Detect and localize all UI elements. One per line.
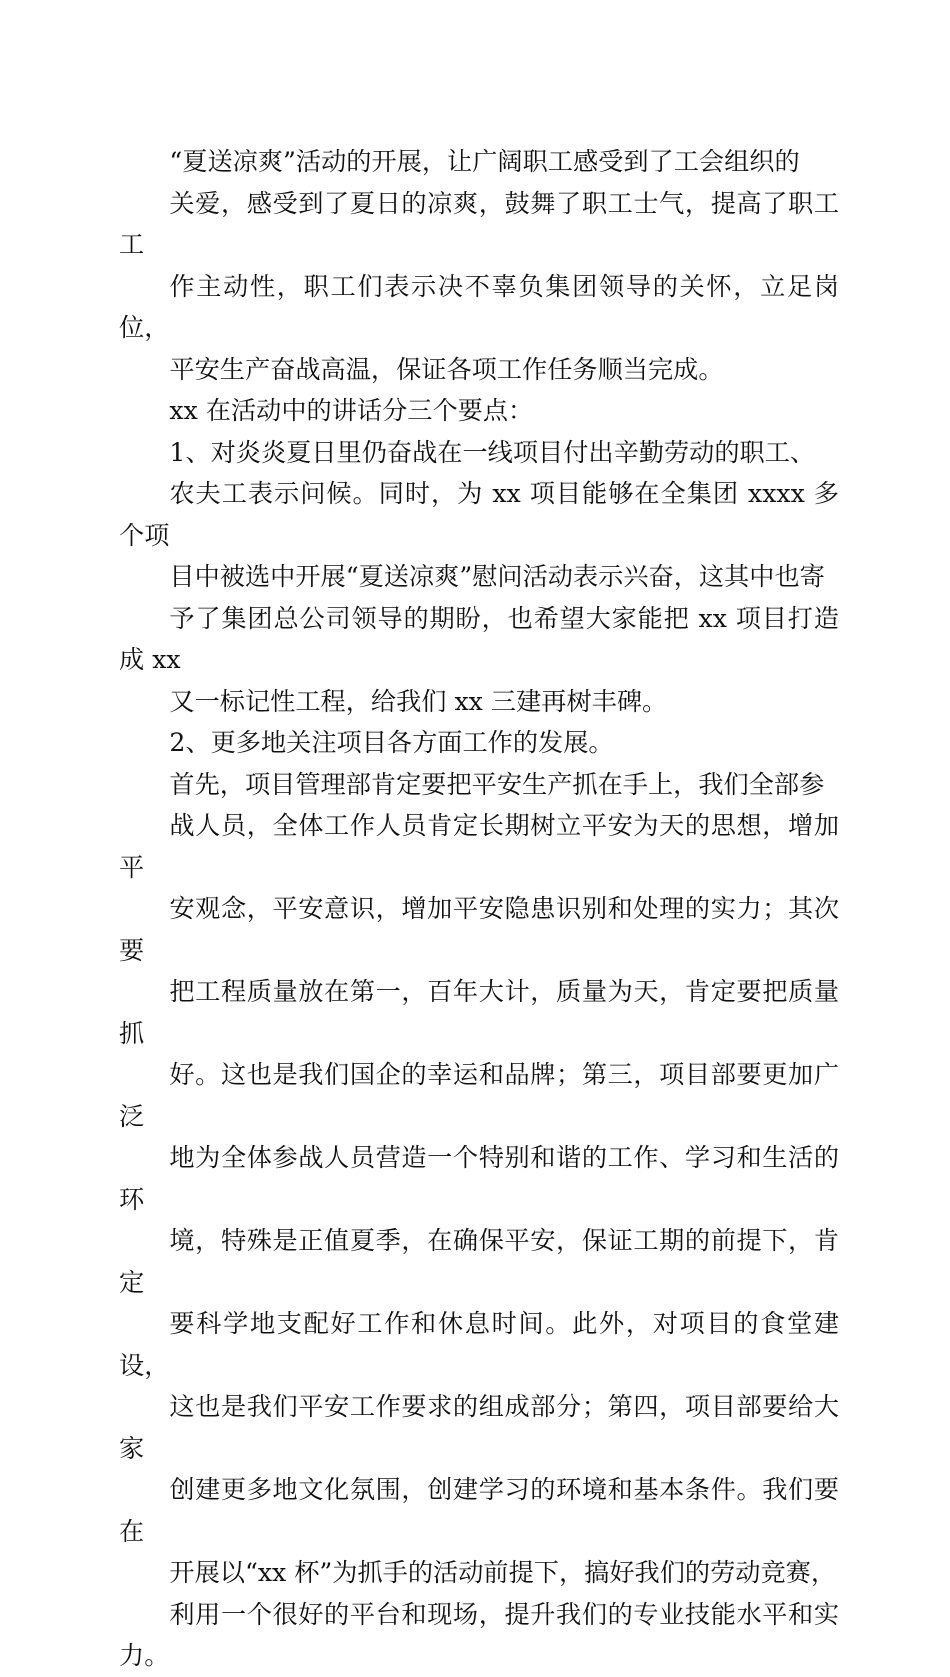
text-line: 目中被选中开展“夏送凉爽”慰问活动表示兴奋，这其中也寄	[169, 562, 825, 591]
text-line: 开展以“xx 杯”为抓手的活动前提下，搞好我们的劳动竞赛，	[169, 1558, 837, 1587]
text-line: “夏送凉爽”活动的开展，让广阔职工感受到了工会组织的	[169, 147, 800, 176]
text-line: xx 在活动中的讲话分三个要点：	[169, 396, 534, 425]
text-line: 1、对炎炎夏日里仍奋战在一线项目付出辛勤劳动的职工、	[169, 437, 816, 467]
text-line: 境，特殊是正值夏季，在确保平安，保证工期的前提下，肯定	[119, 1226, 839, 1297]
paragraph-details	[119, 764, 839, 1677]
text-line: 地为全体参战人员营造一个特别和谐的工作、学习和生活的环	[119, 1143, 839, 1214]
text-line: 战人员，全体工作人员肯定长期树立平安为天的思想，增加平	[119, 811, 839, 882]
paragraph-point-one	[119, 432, 839, 723]
text-line: 首先，项目管理部肯定要把平安生产抓在手上，我们全部参	[169, 769, 825, 799]
text-line: 创建更多地文化氛围，创建学习的环境和基本条件。我们要在	[119, 1475, 839, 1546]
text-line: 利用一个很好的平台和现场，提升我们的专业技能水平和实力。	[119, 1599, 839, 1670]
text-line: 好。这也是我们国企的幸运和品牌；第三，项目部要更加广泛	[119, 1060, 839, 1131]
text-line: 作主动性，职工们表示决不辜负集团领导的关怀，立足岗位，	[119, 271, 839, 342]
paragraph-point-two	[119, 722, 839, 764]
paragraph-summer-activity	[119, 141, 839, 390]
text-line: 平安生产奋战高温，保证各项工作任务顺当完成。	[169, 354, 724, 384]
text-line: 又一标记性工程，给我们 xx 三建再树丰碑。	[169, 686, 668, 716]
text-line: 把工程质量放在第一，百年大计，质量为天，肯定要把质量抓	[119, 977, 839, 1048]
paragraph-speech-points	[119, 390, 839, 432]
text-line: 农夫工表示问候。同时，为 xx 项目能够在全集团 xxxx 多个项	[119, 479, 839, 550]
text-line: 要科学地支配好工作和休息时间。此外，对项目的食堂建设，	[119, 1309, 839, 1380]
text-line: 2、更多地关注项目各方面工作的发展。	[169, 728, 614, 757]
text-line: 予了集团总公司领导的期盼，也希望大家能把 xx 项目打造成 xx	[119, 603, 839, 674]
text-line: 这也是我们平安工作要求的组成部分；第四，项目部要给大家	[119, 1392, 839, 1463]
text-line: 安观念，平安意识，增加平安隐患识别和处理的实力；其次要	[119, 894, 839, 965]
document-body	[119, 141, 839, 1677]
text-line: 关爱，感受到了夏日的凉爽，鼓舞了职工士气，提高了职工工	[119, 188, 839, 259]
